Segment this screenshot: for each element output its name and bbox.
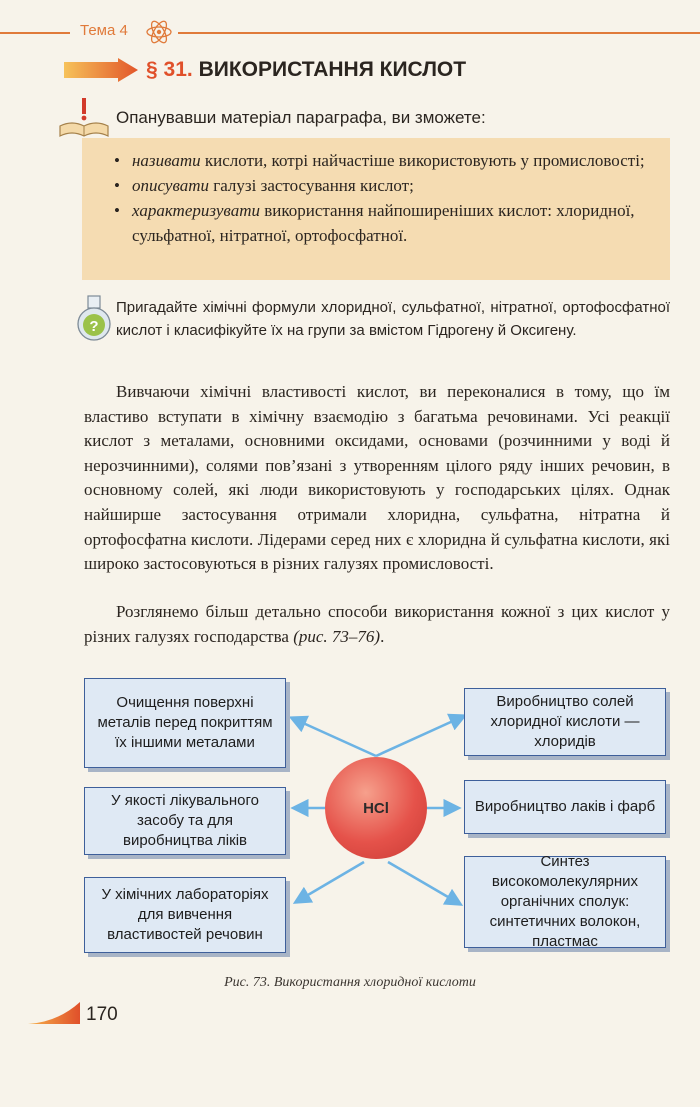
objective-item: • характеризувати використання найпоширеніших кислот: хлоридної, сульфатної, нітратної, ортофосфатної.	[114, 198, 660, 248]
section-title-text: ВИКОРИСТАННЯ КИСЛОТ	[198, 58, 467, 81]
header-rule-right	[178, 32, 700, 34]
page-corner-decoration	[28, 1000, 82, 1026]
svg-text:?: ?	[89, 318, 99, 335]
diagram-box-surface-cleaning: Очищення поверхні металів перед покриттям їх іншими металами	[84, 678, 286, 768]
topic-label: Тема 4	[80, 22, 128, 39]
objectives-list	[114, 148, 660, 248]
arrow-to-top-left	[292, 718, 376, 756]
hcl-center-circle: HCl	[325, 757, 427, 859]
figure-reference: (рис. 73–76)	[293, 626, 381, 646]
objectives-box	[82, 138, 670, 280]
diagram-box-medicine: У якості лікувального засобу та для виробництва ліків	[84, 787, 286, 855]
remember-text: Пригадайте хімічні формули хлоридної, сульфатної, нітратної, ортофосфатної кислот і класифікуйте їх на групи за вмістом Гідрогену й Оксигену.	[116, 299, 670, 339]
atom-icon	[145, 18, 173, 46]
arrow-to-bottom-right	[388, 862, 460, 904]
objective-item: • описувати галузі застосування кислот;	[114, 173, 660, 198]
hcl-usage-diagram	[78, 670, 674, 962]
arrow-to-bottom-left	[296, 862, 364, 902]
objective-item: • називати кислоти, котрі найчастіше використовують у промисловості;	[114, 148, 660, 173]
section-title	[146, 58, 466, 82]
body-paragraph: Розглянемо більш детально способи використання кожної з цих кислот у різних галузях господарства (рис. 73–76).	[84, 602, 670, 646]
header-rule-left	[0, 32, 70, 34]
diagram-box-chloride-salts: Виробництво солей хлоридної кислоти — хлоридів	[464, 688, 666, 756]
diagram-box-polymers: Синтез високомолекулярних органічних сполук: синтетичних волокон, пластмас	[464, 856, 666, 948]
question-flask-icon	[74, 294, 114, 342]
section-number: § 31.	[146, 58, 193, 81]
body-paragraph: Вивчаючи хімічні властивості кислот, ви переконалися в тому, що їм властиво вступати в хімічну взаємодію з багатьма речовинами. Усі реакції кислот з металами, основними оксидами, основами (розчинними у воді й нерозчинними), солями пов’язані з утворенням цілого ряду інших речовин, в основному солей, які люди використовують у господарських цілях. Однак найширше застосування отримали хлоридна, сульфатна, нітратна й ортофосфатна кислоти. Лідерами серед них є хлоридна й сульфатна кислоти, які широко застосовуються в різних галузях промисловості.	[84, 382, 670, 574]
arrow-to-top-right	[376, 716, 464, 756]
page-number: 170	[86, 1004, 118, 1025]
diagram-box-paints: Виробництво лаків і фарб	[464, 780, 666, 834]
objectives-intro: Опанувавши матеріал параграфа, ви зможете:	[116, 108, 486, 127]
arrow-icon	[62, 58, 140, 82]
figure-caption: Рис. 73. Використання хлоридної кислоти	[224, 975, 476, 990]
diagram-box-laboratories: У хімічних лабораторіях для вивчення властивостей речовин	[84, 877, 286, 953]
open-book-icon	[58, 96, 110, 138]
